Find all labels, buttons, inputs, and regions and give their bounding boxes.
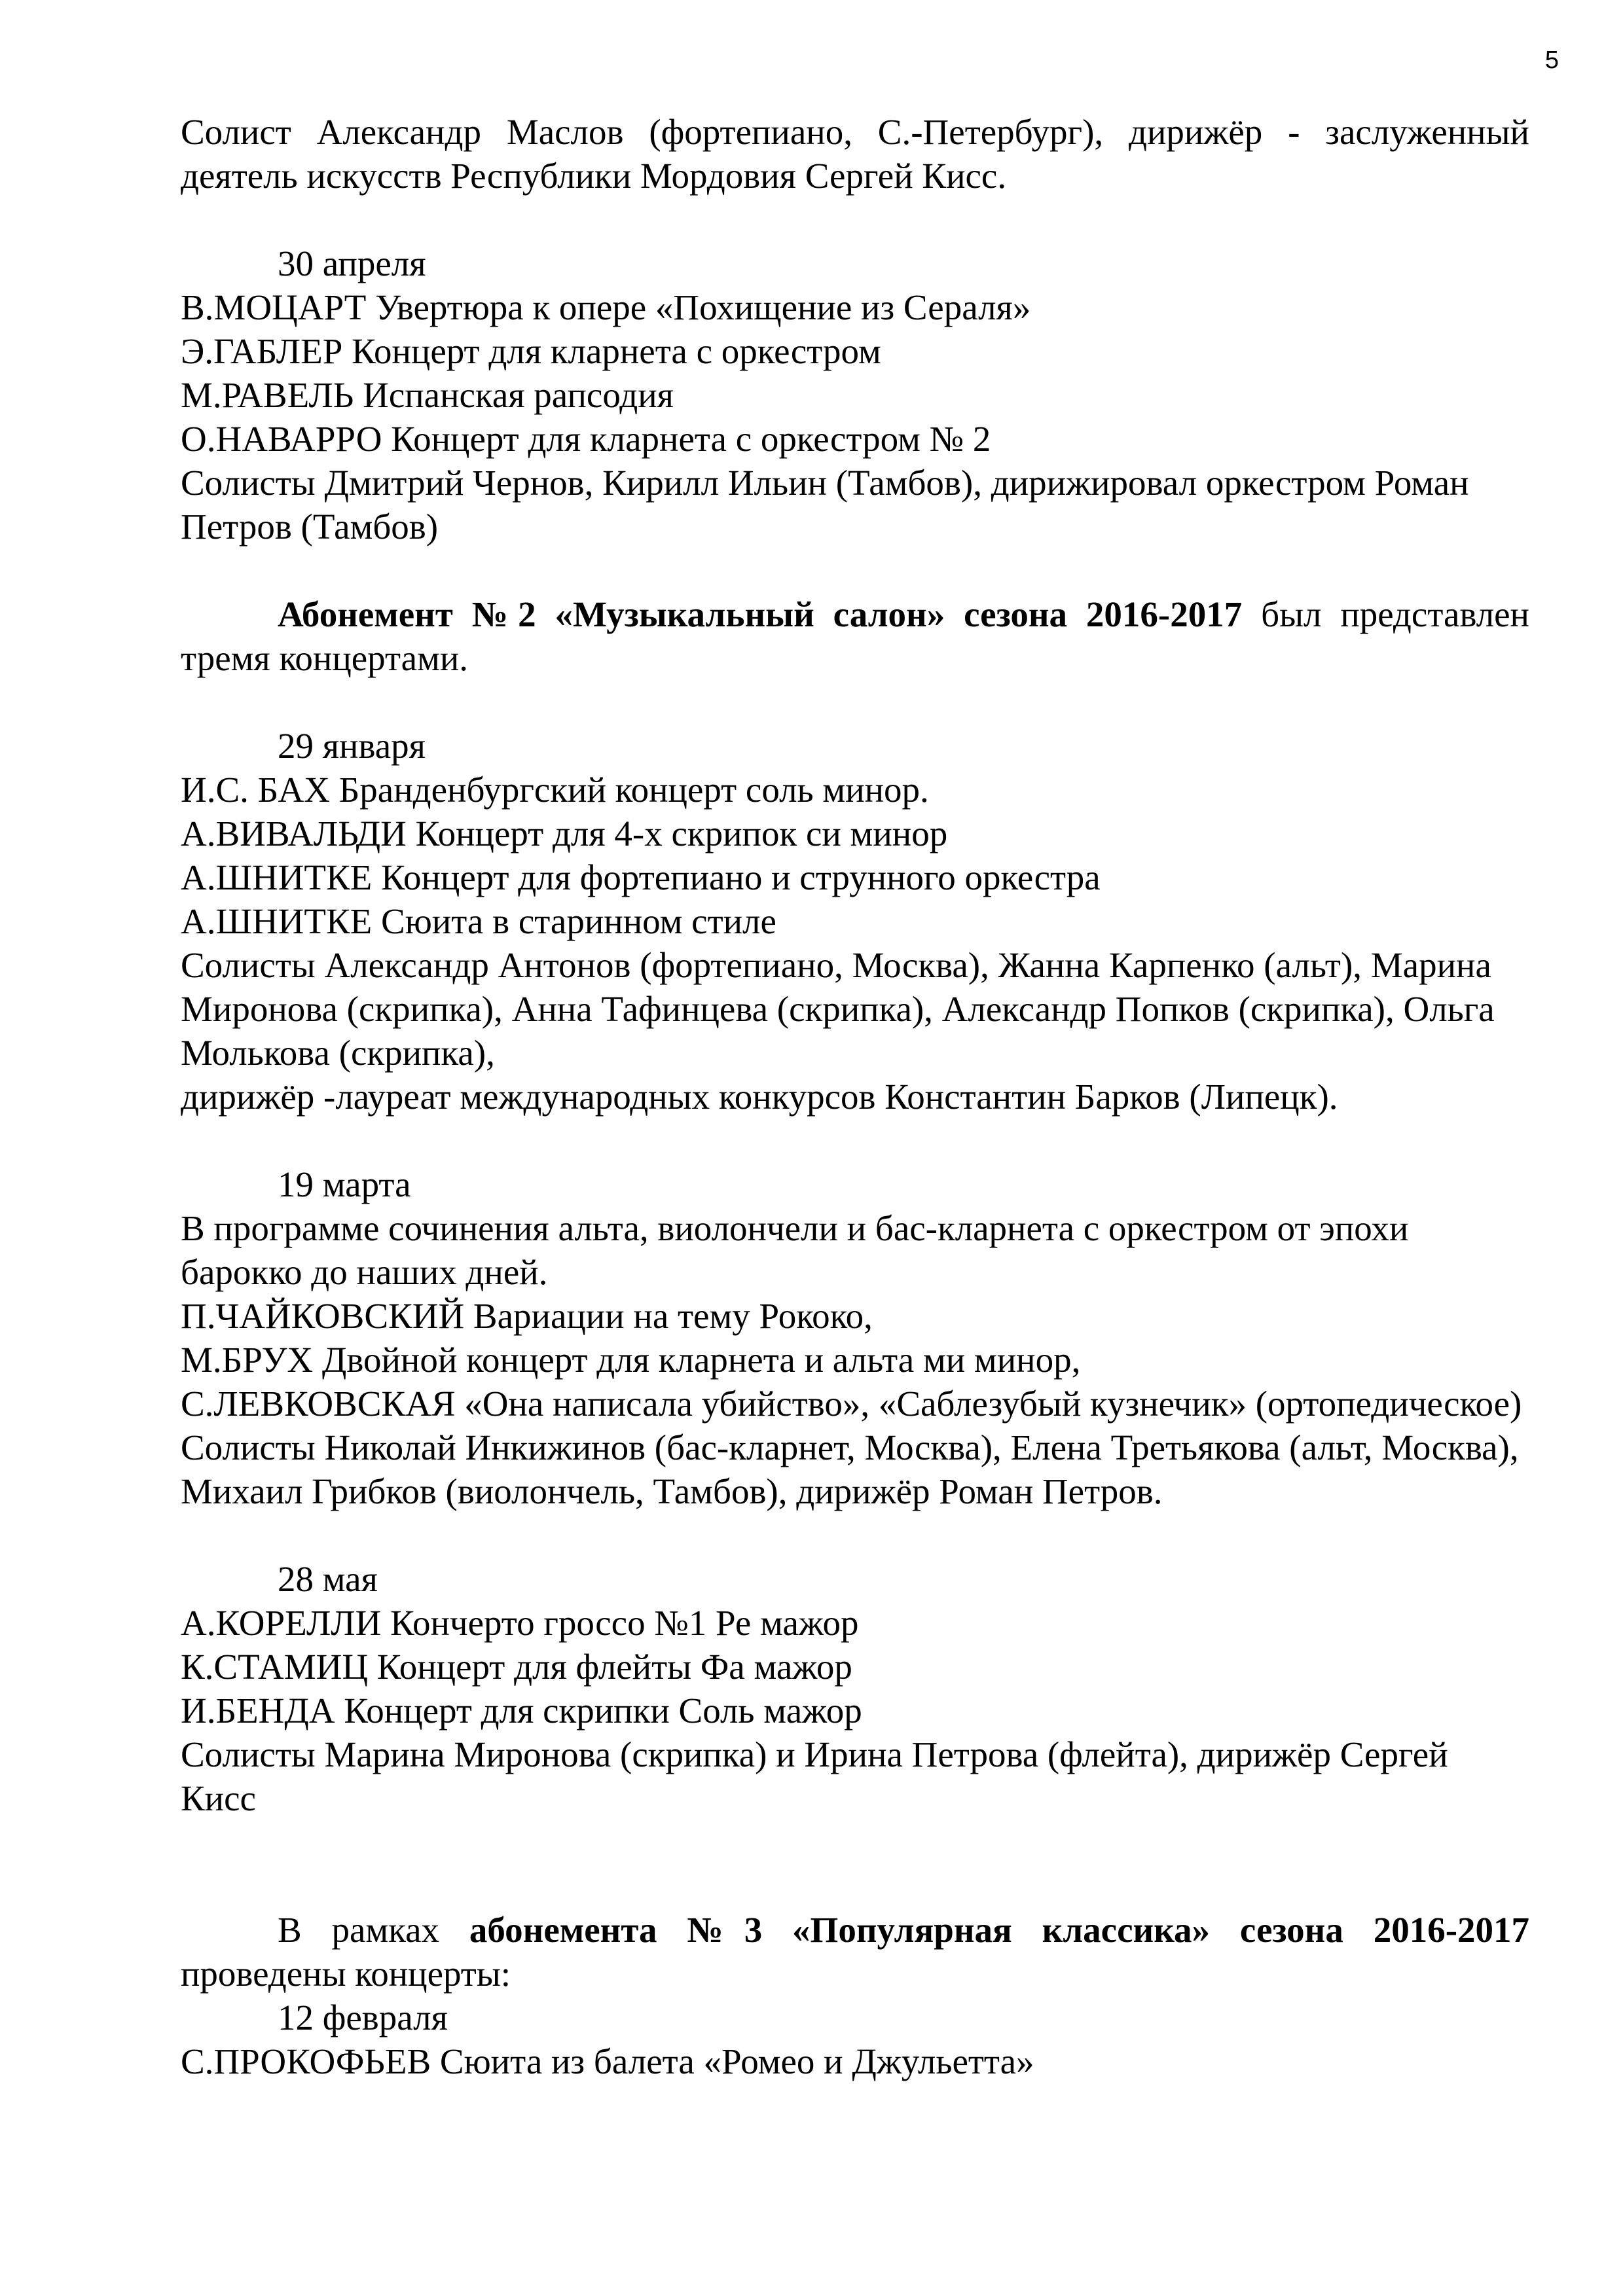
subscription-2-paragraph (181, 592, 1529, 680)
spacer (181, 1820, 1529, 1908)
spacer (181, 1119, 1529, 1162)
page-number: 5 (1544, 46, 1559, 74)
soloists-line: Солисты Николай Инкижинов (бас-кларнет, Москва), Елена Третьякова (альт, Москва), Михаил Грибков (виолончель, Тамбов), дирижёр Роман Петров. (181, 1427, 1519, 1511)
subscription-3-prefix: В рамках (278, 1910, 469, 1950)
subscription-3-text: проведены концерты: (181, 1954, 511, 1994)
concert-date: 12 февраля (278, 1998, 448, 2037)
program-line: А.ШНИТКЕ Концерт для фортепиано и струнного оркестра (181, 857, 1101, 897)
concert-january-29 (181, 724, 1529, 1119)
spacer (181, 198, 1529, 242)
program-line: А.ШНИТКЕ Сюита в старинном стиле (181, 901, 776, 941)
concert-february-12 (181, 1996, 1529, 2083)
concert-march-19 (181, 1162, 1529, 1513)
program-line: А.КОРЕЛЛИ Кончерто гроссо №1 Ре мажор (181, 1603, 859, 1643)
soloists-line: Солисты Марина Миронова (скрипка) и Ирина Петрова (флейта), дирижёр Сергей Кисс (181, 1734, 1448, 1818)
program-line: И.С. БАХ Бранденбургский концерт соль минор. (181, 770, 929, 810)
program-line: Э.ГАБЛЕР Концерт для кларнета с оркестром (181, 331, 881, 371)
spacer (181, 680, 1529, 724)
soloist-paragraph: Солист Александр Маслов (фортепиано, С.-Петербург), дирижёр - заслуженный деятель искусств Республики Мордовия Сергей Кисс. (181, 112, 1529, 196)
program-line: К.СТАМИЦ Концерт для флейты Фа мажор (181, 1647, 852, 1687)
spacer (181, 1513, 1529, 1557)
subscription-2-title: Абонемент №2 «Музыкальный салон» сезона 2016-2017 (278, 594, 1243, 634)
concert-date: 30 апреля (278, 243, 426, 283)
conductor-line: дирижёр -лауреат международных конкурсов Константин Барков (Липецк). (181, 1077, 1338, 1117)
program-line: П.ЧАЙКОВСКИЙ Вариации на тему Рококо, (181, 1296, 873, 1336)
concert-may-28 (181, 1557, 1529, 1820)
program-line: С.ЛЕВКОВСКАЯ «Она написала убийство», «Саблезубый кузнечик» (ортопедическое) (181, 1384, 1522, 1424)
concert-date: 29 января (278, 726, 426, 766)
subscription-3-title: абонемента №3 «Популярная классика» сезона 2016-2017 (469, 1910, 1530, 1950)
soloists-line: Солисты Александр Антонов (фортепиано, Москва), Жанна Карпенко (альт), Марина Миронова (скрипка), Анна Тафинцева (скрипка), Александр Попков (скрипка), Ольга Молькова (скрипка), (181, 945, 1495, 1073)
program-line: М.РАВЕЛЬ Испанская рапсодия (181, 375, 674, 415)
program-line: В.МОЦАРТ Увертюра к опере «Похищение из Сераля» (181, 287, 1031, 327)
program-line: С.ПРОКОФЬЕВ Сюита из балета «Ромео и Джульетта» (181, 2041, 1034, 2081)
program-line: А.ВИВАЛЬДИ Концерт для 4-х скрипок си минор (181, 814, 948, 853)
concert-date: 28 мая (278, 1559, 378, 1599)
document-body (181, 110, 1529, 2083)
program-intro: В программе сочинения альта, виолончели и бас-кларнета с оркестром от эпохи барокко до наших дней. (181, 1208, 1409, 1292)
subscription-2-text: был представлен тремя концертами. (181, 594, 1529, 678)
program-line: М.БРУХ Двойной концерт для кларнета и альта ми минор, (181, 1340, 1081, 1380)
program-line: О.НАВАРРО Концерт для кларнета с оркестром № 2 (181, 419, 991, 459)
soloists-line: Солисты Дмитрий Чернов, Кирилл Ильин (Тамбов), дирижировал оркестром Роман Петров (Тамбов) (181, 463, 1469, 547)
subscription-3-paragraph (181, 1908, 1529, 1996)
program-line: И.БЕНДА Концерт для скрипки Соль мажор (181, 1691, 862, 1731)
concert-april-30 (181, 242, 1529, 548)
spacer (181, 548, 1529, 592)
concert-date: 19 марта (278, 1164, 411, 1204)
